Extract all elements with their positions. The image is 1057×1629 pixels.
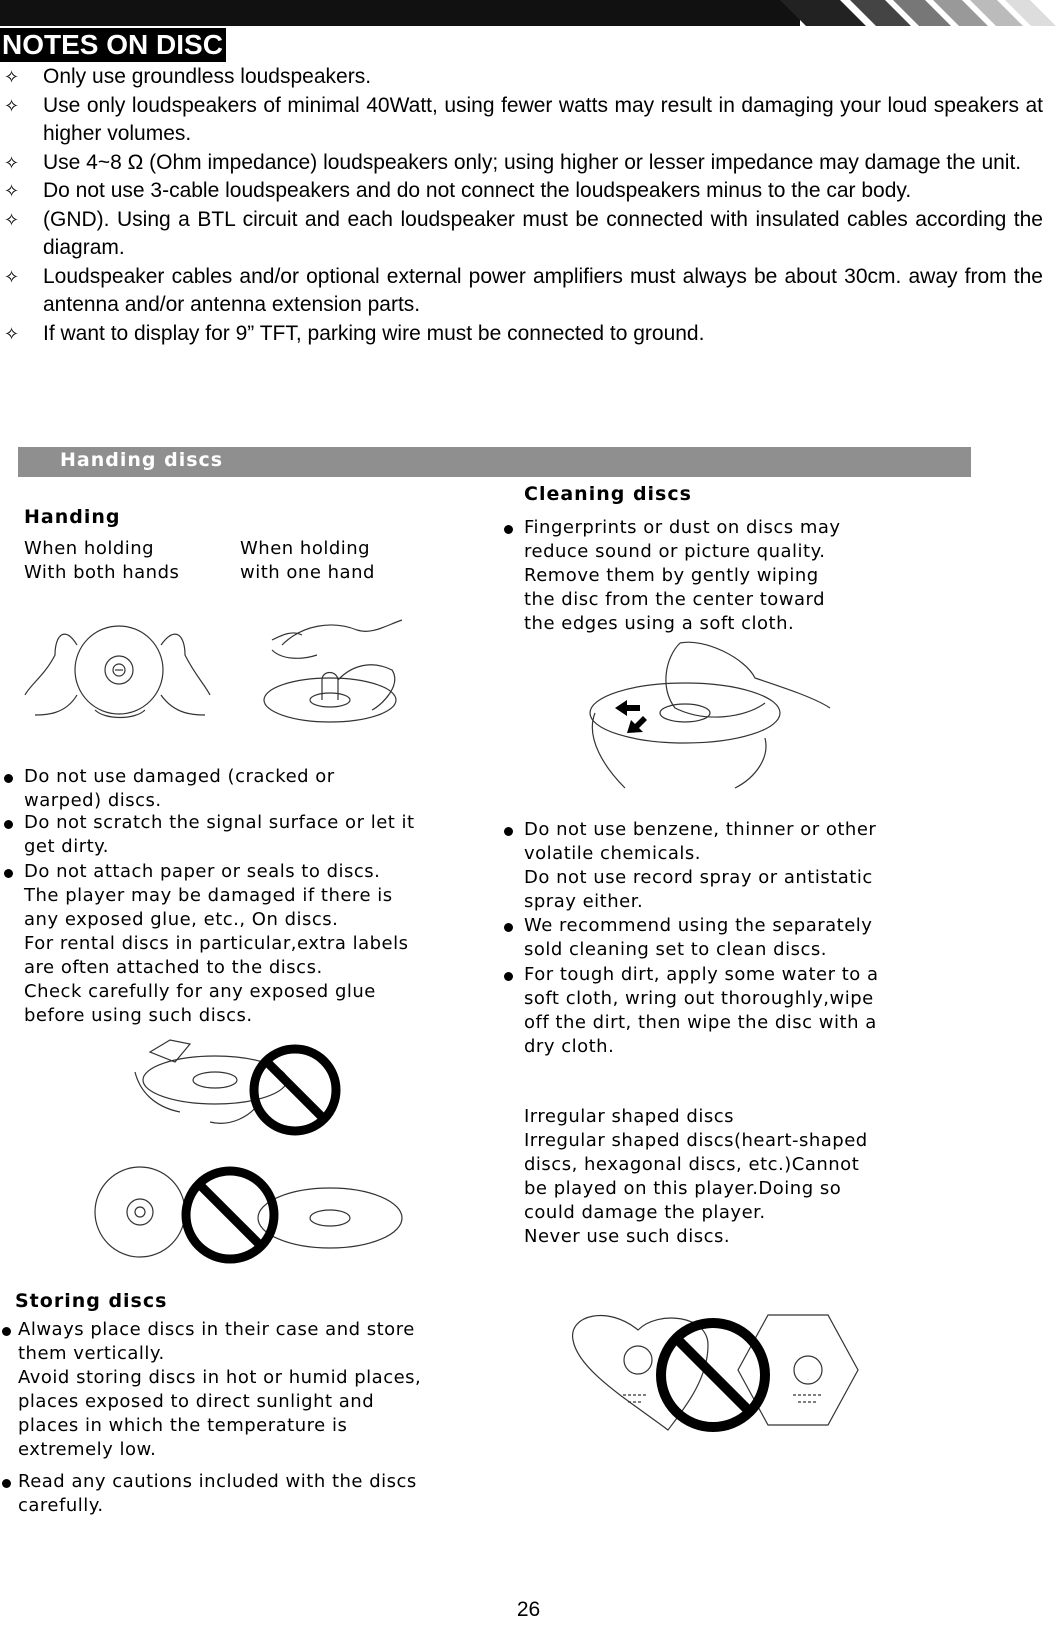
handing-bullet: Do not use damaged (cracked or warped) discs. <box>24 765 335 813</box>
cleaning-bullet: For tough dirt, apply some water to a soft cloth, wring out thoroughly,wipe off the dirt, then wipe the disc with a dry cloth. <box>524 963 879 1059</box>
storing-bullet: Always place discs in their case and store them vertically. Avoid storing discs in hot or humid places, places exposed to direct sunlight and places in which the temperature is extremely low. <box>18 1318 421 1462</box>
header-stripes <box>0 0 1057 26</box>
note-item: ✧ Only use groundless loudspeakers. <box>0 63 1057 92</box>
handing-bullet: Do not attach paper or seals to discs. The player may be damaged if there is any exposed glue, etc., On discs. For rental discs in particular,extra labels are often attached to the discs. Check carefully for any exposed glue before using such discs. <box>24 860 408 1028</box>
bullet-dot-icon <box>504 525 513 534</box>
storing-bullet: Read any cautions included with the discs carefully. <box>18 1470 417 1518</box>
page-title: NOTES ON DISC <box>0 28 226 62</box>
cleaning-disc-illustration <box>585 638 835 793</box>
labeled-disc-illustration <box>130 1032 355 1142</box>
header-bar <box>0 0 1057 26</box>
bullet-dot-icon <box>504 923 513 932</box>
cleaning-bullet: Do not use benzene, thinner or other volatile chemicals. Do not use record spray or antistatic spray either. <box>524 818 876 914</box>
star-bullet-icon: ✧ <box>4 323 20 344</box>
note-item: ✧ If want to display for 9” TFT, parking wire must be connected to ground. <box>0 320 1057 349</box>
prohibition-icon <box>186 1171 274 1259</box>
bullet-dot-icon <box>4 774 13 783</box>
bullet-dot-icon <box>504 827 513 836</box>
arrow-icon <box>615 700 647 733</box>
note-item: ✧ Loudspeaker cables and/or optional external power amplifiers must always be about 30cm. away from the antenna and/or antenna extension parts. <box>4 264 1043 316</box>
bullet-dot-icon <box>504 972 513 981</box>
star-bullet-icon: ✧ <box>4 67 20 87</box>
handing-bullet: Do not scratch the signal surface or let it get dirty. <box>24 811 415 859</box>
section-title: Handing discs <box>60 449 224 471</box>
both-hands-disc-illustration <box>25 615 215 725</box>
both-hands-caption: When holding With both hands <box>24 538 180 583</box>
bullet-dot-icon <box>2 1479 11 1488</box>
note-item: ✧ Use only loudspeakers of minimal 40Watt, using fewer watts may result in damaging your loud speakers at higher volumes. <box>4 93 1043 145</box>
note-item: ✧ Use 4~8 Ω (Ohm impedance) loudspeakers only; using higher or lesser impedance may damage the unit. <box>0 149 1057 178</box>
note-item: ✧ Do not use 3-cable loudspeakers and do not connect the loudspeakers minus to the car body. <box>0 177 1057 206</box>
note-item: ✧ (GND). Using a BTL circuit and each loudspeaker must be connected with insulated cables according the diagram. <box>4 207 1043 259</box>
one-hand-caption: When holding with one hand <box>240 538 375 583</box>
damaged-disc-illustration <box>90 1160 410 1265</box>
cleaning-heading: Cleaning discs <box>524 483 692 505</box>
page-number: 26 <box>516 1598 541 1621</box>
irregular-disc-illustration <box>568 1310 868 1435</box>
bullet-dot-icon <box>4 820 13 829</box>
bullet-dot-icon <box>4 869 13 878</box>
one-hand-disc-illustration <box>262 615 422 730</box>
star-bullet-icon: ✧ <box>4 152 20 173</box>
notes-list <box>0 63 1057 348</box>
star-bullet-icon: ✧ <box>4 181 20 201</box>
star-bullet-icon: ✧ <box>4 209 20 230</box>
bullet-dot-icon <box>2 1327 11 1336</box>
prohibition-icon <box>254 1049 336 1131</box>
prohibition-icon <box>661 1323 765 1427</box>
star-bullet-icon: ✧ <box>4 95 20 116</box>
handing-heading: Handing <box>24 506 121 528</box>
star-bullet-icon: ✧ <box>4 266 20 287</box>
cleaning-bullet: Fingerprints or dust on discs may reduce sound or picture quality. Remove them by gently wiping the disc from the center toward the edges using a soft cloth. <box>524 516 841 636</box>
storing-heading: Storing discs <box>15 1290 168 1312</box>
irregular-discs-text: Irregular shaped discs Irregular shaped discs(heart-shaped discs, hexagonal discs, etc.)Cannot be played on this player.Doing so could damage the player. Never use such discs. <box>524 1106 868 1247</box>
cleaning-bullet: We recommend using the separately sold cleaning set to clean discs. <box>524 914 872 962</box>
section-bar <box>18 447 971 477</box>
